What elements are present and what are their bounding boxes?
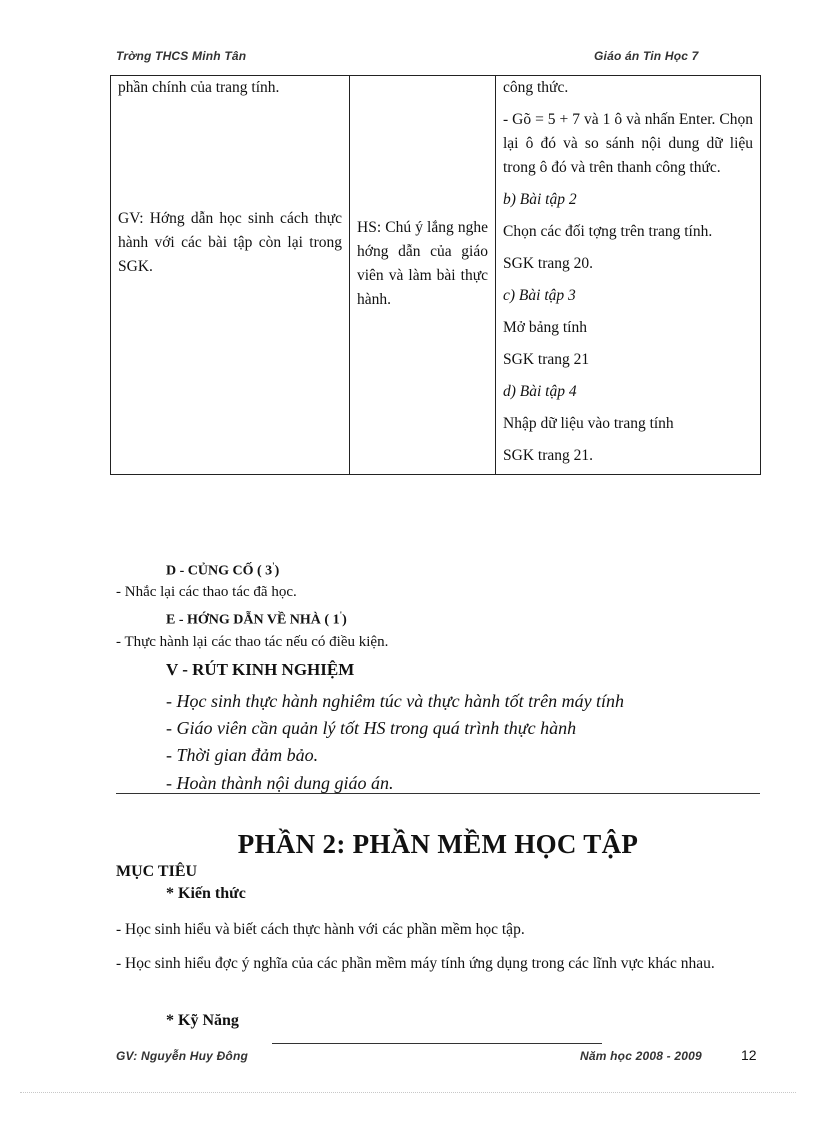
content-line: SGK trang 21. (503, 447, 593, 464)
remark-item: - Hoàn thành nội dung giáo án. (166, 773, 394, 793)
exercise-heading: d) Bài tập 4 (503, 383, 577, 400)
student-activity-cell (350, 76, 496, 475)
header-school: Trờng THCS Minh Tân (116, 49, 247, 63)
footer-rule (272, 1043, 602, 1044)
part-title: PHẦN 2: PHẦN MỀM HỌC TẬP (237, 829, 639, 859)
content-line: Mở bảng tính (503, 319, 587, 336)
footer-year: Năm học 2008 - 2009 (580, 1049, 702, 1063)
lesson-table (110, 75, 761, 475)
page-bottom-dots (20, 1092, 796, 1093)
goals-heading: MỤC TIÊU (116, 863, 198, 880)
teacher-activity-text-1: phần chính của trang tính. (118, 79, 280, 96)
section-v-heading: V - RÚT KINH NGHIỆM (166, 660, 355, 679)
content-line: - Gõ = 5 + 7 và 1 ô và nhấn Enter. Chọn lại ô đó và so sánh nội dung dữ liệu trong ô đó và trên thanh công thức. (503, 111, 753, 176)
section-d-line: - Nhắc lại các thao tác đã học. (116, 584, 297, 600)
section-d-heading: D - CỦNG CỐ ( 3') (166, 561, 280, 579)
teacher-activity-text-2: GV: Hớng dẫn học sinh cách thực hành với các bài tập còn lại trong SGK. (118, 210, 342, 275)
section-e-line: - Thực hành lại các thao tác nếu có điều kiện. (116, 634, 389, 650)
student-activity-text: HS: Chú ý lắng nghe hớng dẫn của giáo viên và làm bài thực hành. (357, 219, 488, 308)
teacher-activity-cell (111, 76, 350, 475)
remark-item: - Thời gian đảm bảo. (166, 745, 319, 765)
content-line: Nhập dữ liệu vào trang tính (503, 415, 674, 432)
section-divider (116, 793, 760, 794)
knowledge-heading: * Kiến thức (166, 885, 246, 902)
knowledge-line: - Học sinh hiểu đợc ý nghĩa của các phần mềm máy tính ứng dụng trong các lĩnh vực khác nhau. (116, 955, 715, 972)
content-cell (496, 76, 761, 475)
header-subject: Giáo án Tin Học 7 (594, 49, 699, 63)
content-line: Chọn các đối tợng trên trang tính. (503, 223, 713, 240)
exercise-heading: b) Bài tập 2 (503, 191, 577, 208)
knowledge-line: - Học sinh hiểu và biết cách thực hành với các phần mềm học tập. (116, 921, 525, 938)
content-line: SGK trang 20. (503, 255, 593, 272)
remark-item: - Học sinh thực hành nghiêm túc và thực hành tốt trên máy tính (166, 691, 625, 711)
skills-heading: * Kỹ Năng (166, 1012, 239, 1029)
section-e-heading: E - HỚNG DẪN VỀ NHÀ ( 1') (166, 610, 347, 628)
remark-item: - Giáo viên cần quản lý tốt HS trong quá trình thực hành (166, 718, 577, 738)
footer-teacher: GV: Nguyễn Huy Đông (116, 1049, 249, 1063)
page-number: 12 (741, 1047, 757, 1063)
content-line: SGK trang 21 (503, 351, 590, 368)
exercise-heading: c) Bài tập 3 (503, 287, 576, 304)
content-line: công thức. (503, 79, 569, 96)
